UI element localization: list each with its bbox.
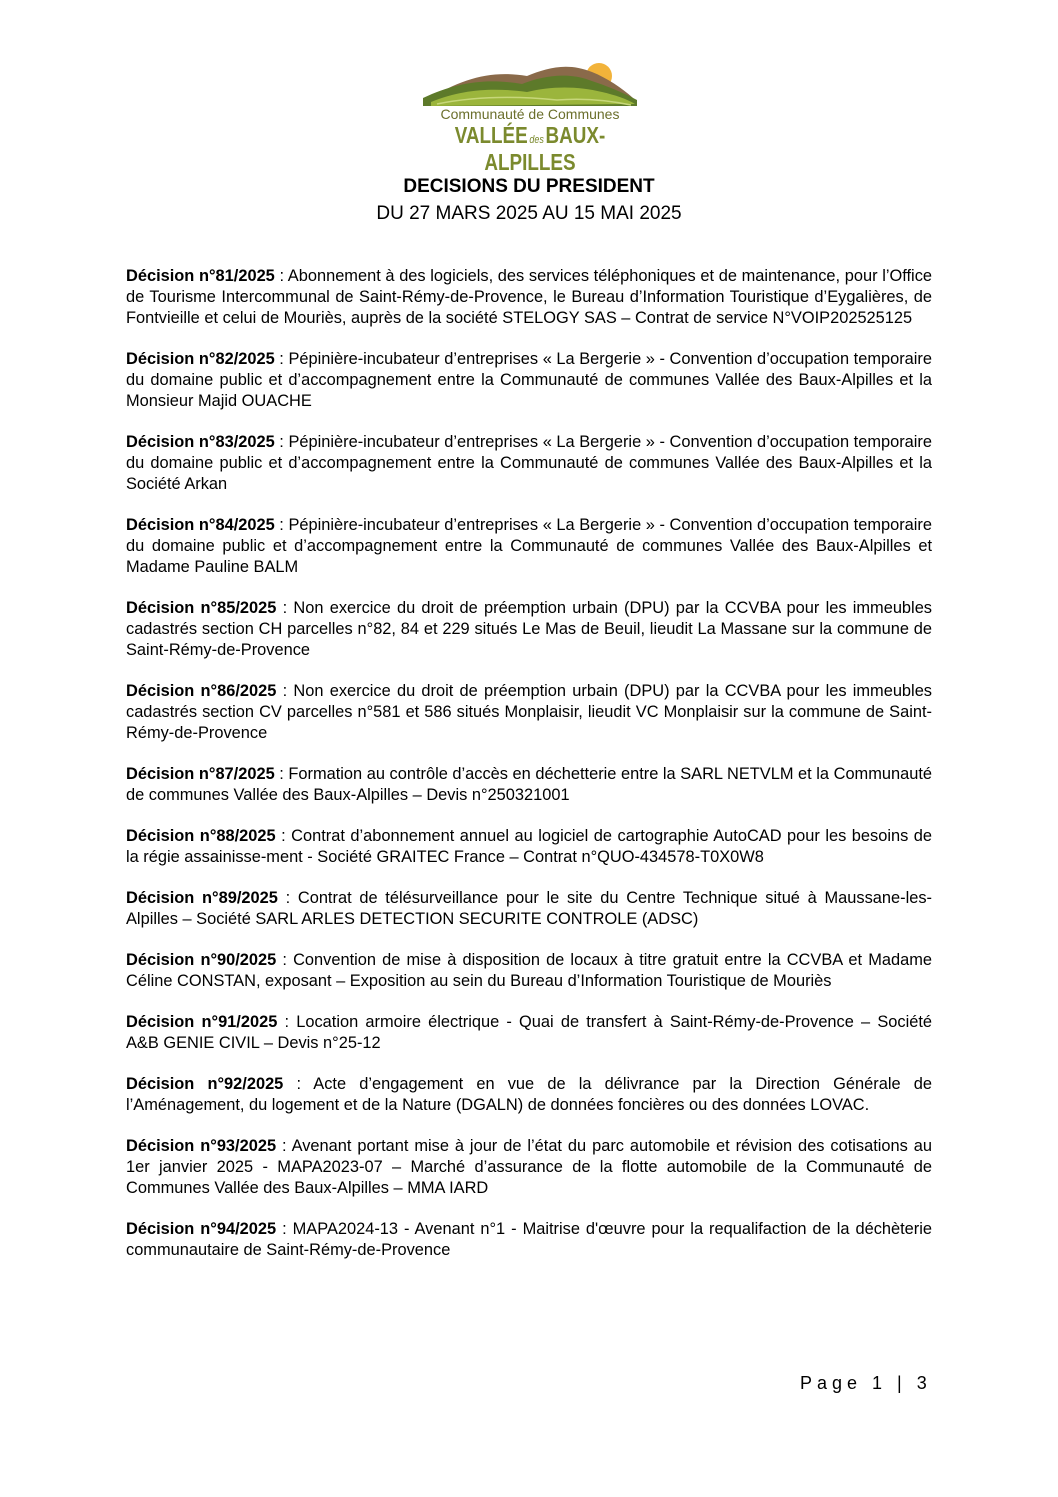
decision-item [126,266,932,329]
decision-item [126,826,932,868]
decision-item [126,1219,932,1261]
decision-number: Décision n°92/2025 [126,1075,284,1093]
decision-item [126,432,932,495]
decision-number: Décision n°81/2025 [126,267,275,285]
decision-item [126,598,932,661]
decision-number: Décision n°86/2025 [126,682,277,700]
hills-logo-icon [417,58,643,108]
decision-number: Décision n°84/2025 [126,516,275,534]
logo-line2-left: VALLÉE [454,122,528,148]
decision-number: Décision n°87/2025 [126,765,275,783]
decision-text: : Non exercice du droit de préemption urbain (DPU) par la CCVBA pour les immeubles cadastrés section CH parcelles n°82, 84 et 229 situés Le Mas de Beuil, lieudit La Massane sur la commune de Saint-Rémy-de-Provence [126,599,932,659]
decision-text: : Abonnement à des logiciels, des services téléphoniques et de maintenance, pour l’Office de Tourisme Intercommunal de Saint-Rémy-de-Provence, le Bureau d’Information Touristique d’Eygalières, de Fontvieille et celui de Mouriès, auprès de la société STELOGY SAS – Contrat de service N°VOIP202525125 [126,267,932,327]
logo-line2-mid: des [529,134,544,146]
decision-item [126,950,932,992]
decision-number: Décision n°89/2025 [126,889,278,907]
decision-item [126,1136,932,1199]
decision-text: : Pépinière-incubateur d’entreprises « La Bergerie » - Convention d’occupation temporaire du domaine public et d’accompagnement entre la Communauté de communes Vallée des Baux-Alpilles et la Société Arkan [126,433,932,493]
decision-text: : Location armoire électrique - Quai de transfert à Saint-Rémy-de-Provence – Société A&B GENIE CIVIL – Devis n°25-12 [126,1013,933,1052]
decision-item [126,1074,932,1116]
decision-number: Décision n°82/2025 [126,350,275,368]
document-title: DECISIONS DU PRESIDENT [403,176,655,197]
decision-item [126,349,932,412]
decision-text: : MAPA2024-13 - Avenant n°1 - Maitrise d'œuvre pour la requalifaction de la déchèterie communautaire de Saint-Rémy-de-Provence [126,1220,933,1259]
decision-number: Décision n°93/2025 [126,1137,277,1155]
logo [417,58,643,175]
decision-text: : Pépinière-incubateur d’entreprises « La Bergerie » - Convention d’occupation temporaire du domaine public et d’accompagnement entre la Communauté de communes Vallée des Baux-Alpilles et la Monsieur Majid OUACHE [126,350,932,410]
decision-text: : Contrat de télésurveillance pour le site du Centre Technique situé à Maussane-les-Alpilles – Société SARL ARLES DETECTION SECURITE CONTROLE (ADSC) [126,889,932,928]
decision-item [126,1012,932,1054]
decision-text: : Convention de mise à disposition de locaux à titre gratuit entre la CCVBA et Madame Céline CONSTAN, exposant – Exposition au sein du Bureau d’Information Touristique de Mouriès [126,951,932,990]
decision-number: Décision n°85/2025 [126,599,277,617]
logo-line1: Communauté de Communes [440,106,620,122]
decision-number: Décision n°88/2025 [126,827,276,845]
decision-item [126,764,932,806]
logo-line2-right: BAUX-ALPILLES [484,122,606,175]
decision-text: : Contrat d’abonnement annuel au logiciel de cartographie AutoCAD pour les besoins de la régie assainisse-ment - Société GRAITEC France – Contrat n°QUO-434578-T0X0W8 [126,827,932,866]
decision-list [126,266,932,1261]
decision-text: : Acte d’engagement en vue de la délivrance par la Direction Générale de l’Aménagement, du logement et de la Nature (DGALN) de données foncières ou des données LOVAC. [126,1075,932,1114]
page-number: Page 1 | 3 [800,1373,932,1393]
decision-item [126,515,932,578]
decision-number: Décision n°90/2025 [126,951,277,969]
decision-text: : Formation au contrôle d’accès en déchetterie entre la SARL NETVLM et la Communauté de communes Vallée des Baux-Alpilles – Devis n°250321001 [126,765,932,804]
decision-number: Décision n°91/2025 [126,1013,278,1031]
decision-text: : Avenant portant mise à jour de l’état du parc automobile et révision des cotisations au 1er janvier 2025 - MAPA2023-07 – Marché d’assurance de la flotte automobile de la Communauté de Communes Vallée des Baux-Alpilles – MMA IARD [126,1137,933,1197]
decision-text: : Non exercice du droit de préemption urbain (DPU) par la CCVBA pour les immeubles cadastrés section CV parcelles n°581 et 586 situés Monplaisir, lieudit VC Monplaisir sur la commune de Saint-Rémy-de-Provence [126,682,932,742]
decision-number: Décision n°94/2025 [126,1220,277,1238]
logo-line2 [437,122,622,176]
decision-item [126,888,932,930]
decision-text: : Pépinière-incubateur d’entreprises « La Bergerie » - Convention d’occupation temporaire du domaine public et d’accompagnement entre la Communauté de communes Vallée des Baux-Alpilles et Madame Pauline BALM [126,516,932,576]
decision-number: Décision n°83/2025 [126,433,275,451]
decision-item [126,681,932,744]
document-subtitle: DU 27 MARS 2025 AU 15 MAI 2025 [376,203,682,224]
